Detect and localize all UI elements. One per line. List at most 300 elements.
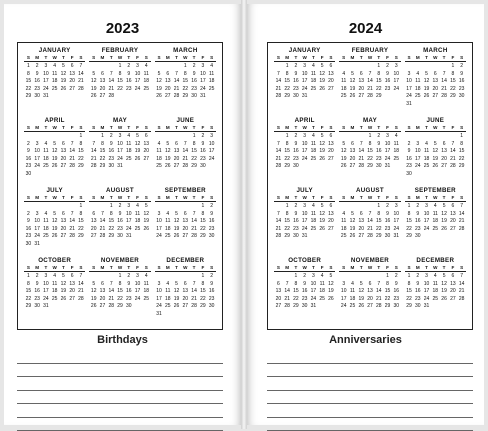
day-number: 31 bbox=[125, 233, 132, 240]
day-grid bbox=[89, 203, 150, 241]
weekday-label: F bbox=[70, 265, 74, 270]
month-november bbox=[87, 257, 152, 325]
empty-day bbox=[348, 203, 357, 211]
day-number: 19 bbox=[358, 295, 364, 302]
empty-day bbox=[155, 133, 164, 141]
empty-day bbox=[366, 273, 375, 281]
day-number: 13 bbox=[328, 140, 334, 147]
day-number: 29 bbox=[406, 303, 412, 310]
day-number: 10 bbox=[393, 70, 400, 77]
day-number: 11 bbox=[310, 140, 317, 147]
day-number: 30 bbox=[25, 170, 32, 177]
day-number: 24 bbox=[134, 295, 141, 302]
day-number: 18 bbox=[51, 78, 58, 85]
day-number: 23 bbox=[293, 225, 299, 232]
empty-day bbox=[413, 133, 422, 141]
weekday-label: S bbox=[407, 125, 411, 130]
day-number: 27 bbox=[367, 303, 373, 310]
month-november bbox=[337, 257, 402, 325]
month-may bbox=[337, 117, 402, 185]
day-number: 17 bbox=[384, 148, 391, 155]
day-number: 1 bbox=[368, 133, 372, 139]
day-number: 24 bbox=[301, 225, 308, 232]
day-number: 23 bbox=[384, 225, 391, 232]
month-september bbox=[403, 187, 468, 255]
day-number: 6 bbox=[329, 63, 333, 69]
day-number: 27 bbox=[173, 163, 180, 170]
day-number: 11 bbox=[52, 70, 58, 77]
day-number: 6 bbox=[451, 273, 455, 279]
day-number: 23 bbox=[375, 155, 382, 162]
day-number: 26 bbox=[441, 295, 447, 302]
day-number: 25 bbox=[319, 295, 325, 302]
weekday-label: W bbox=[302, 125, 307, 130]
weekday-label: T bbox=[62, 265, 65, 270]
weekday-label: S bbox=[407, 195, 411, 200]
day-number: 14 bbox=[78, 70, 84, 77]
day-number: 28 bbox=[108, 93, 114, 100]
day-number: 8 bbox=[386, 280, 389, 287]
ruled-line bbox=[267, 390, 473, 391]
weekday-label: T bbox=[44, 265, 48, 270]
day-number: 16 bbox=[415, 218, 421, 225]
ruled-line bbox=[17, 376, 223, 377]
day-number: 18 bbox=[43, 155, 49, 162]
day-number: 1 bbox=[201, 273, 205, 279]
empty-day bbox=[181, 203, 190, 211]
day-number: 31 bbox=[310, 303, 317, 310]
empty-day bbox=[274, 273, 283, 281]
day-number: 27 bbox=[358, 233, 364, 240]
day-number: 17 bbox=[423, 288, 430, 295]
weekday-label: W bbox=[183, 195, 188, 200]
day-number: 19 bbox=[349, 225, 356, 232]
day-number: 12 bbox=[134, 140, 141, 147]
month-december bbox=[403, 257, 468, 325]
day-number: 25 bbox=[432, 295, 439, 302]
day-number: 1 bbox=[118, 63, 122, 69]
day-number: 29 bbox=[284, 163, 290, 170]
weekday-label: T bbox=[442, 265, 446, 270]
day-number: 21 bbox=[191, 225, 197, 232]
day-number: 26 bbox=[60, 85, 67, 92]
weekday-header bbox=[89, 195, 150, 202]
day-number: 26 bbox=[173, 233, 180, 240]
day-number: 9 bbox=[26, 218, 30, 225]
day-number: 3 bbox=[394, 203, 398, 209]
day-number: 2 bbox=[294, 63, 298, 69]
day-number: 1 bbox=[407, 203, 411, 209]
day-number: 25 bbox=[432, 225, 439, 232]
day-number: 8 bbox=[368, 140, 372, 147]
day-number: 13 bbox=[441, 148, 447, 155]
day-number: 28 bbox=[441, 93, 447, 100]
day-number: 4 bbox=[351, 280, 354, 287]
day-number: 24 bbox=[301, 85, 308, 92]
weekday-label: T bbox=[359, 265, 363, 270]
day-number: 16 bbox=[384, 218, 391, 225]
day-number: 30 bbox=[415, 233, 421, 240]
weekday-label: S bbox=[144, 265, 148, 270]
month-august bbox=[87, 187, 152, 255]
weekday-label: T bbox=[62, 55, 65, 60]
anniversaries-title: Anniversaries bbox=[329, 334, 402, 346]
day-number: 23 bbox=[301, 295, 308, 302]
day-number: 22 bbox=[117, 85, 123, 92]
day-number: 4 bbox=[53, 63, 57, 69]
weekday-label: W bbox=[367, 195, 373, 200]
day-number: 20 bbox=[60, 155, 67, 162]
day-number: 2 bbox=[416, 203, 420, 209]
day-number: 9 bbox=[192, 70, 196, 77]
month-september bbox=[153, 187, 218, 255]
empty-day bbox=[163, 63, 172, 71]
day-number: 30 bbox=[34, 303, 40, 310]
day-number: 8 bbox=[460, 140, 463, 147]
day-number: 17 bbox=[423, 218, 430, 225]
day-number: 19 bbox=[156, 85, 162, 92]
day-number: 10 bbox=[34, 218, 40, 225]
empty-day bbox=[357, 273, 366, 281]
month-april bbox=[22, 117, 87, 185]
weekday-label: S bbox=[79, 125, 83, 130]
day-number: 31 bbox=[384, 163, 391, 170]
day-number: 12 bbox=[51, 148, 58, 155]
day-number: 3 bbox=[394, 63, 398, 69]
day-number: 24 bbox=[43, 85, 49, 92]
day-number: 31 bbox=[200, 93, 206, 100]
day-number: 11 bbox=[209, 70, 215, 77]
day-number: 18 bbox=[165, 295, 171, 302]
day-number: 4 bbox=[312, 63, 315, 69]
day-number: 10 bbox=[43, 70, 49, 77]
empty-day bbox=[339, 133, 348, 141]
empty-day bbox=[89, 203, 98, 211]
month-march bbox=[153, 47, 218, 115]
day-grid bbox=[405, 203, 466, 241]
day-number: 24 bbox=[134, 85, 141, 92]
day-number: 10 bbox=[125, 210, 132, 217]
day-number: 7 bbox=[79, 273, 83, 279]
day-number: 28 bbox=[191, 233, 197, 240]
weekday-label: S bbox=[460, 55, 464, 60]
day-number: 27 bbox=[275, 303, 282, 310]
day-number: 26 bbox=[319, 225, 325, 232]
weekday-label: T bbox=[425, 265, 428, 270]
month-name: JULY bbox=[46, 187, 63, 194]
day-number: 7 bbox=[101, 210, 104, 217]
day-number: 2 bbox=[303, 273, 307, 279]
day-number: 8 bbox=[285, 140, 289, 147]
empty-day bbox=[68, 133, 77, 141]
weekday-header bbox=[155, 265, 216, 272]
day-number: 12 bbox=[319, 70, 325, 77]
day-number: 25 bbox=[415, 93, 421, 100]
day-number: 18 bbox=[143, 288, 150, 295]
weekday-label: T bbox=[442, 125, 446, 130]
day-number: 9 bbox=[118, 210, 122, 217]
ruled-line bbox=[267, 376, 473, 377]
weekday-label: M bbox=[100, 55, 105, 60]
day-number: 16 bbox=[301, 288, 308, 295]
day-grid bbox=[155, 133, 216, 171]
day-number: 3 bbox=[303, 133, 307, 139]
empty-day bbox=[172, 203, 181, 211]
day-number: 9 bbox=[377, 140, 381, 147]
weekday-label: S bbox=[407, 55, 411, 60]
weekday-label: S bbox=[79, 195, 83, 200]
day-number: 26 bbox=[90, 303, 97, 310]
day-number: 4 bbox=[425, 140, 428, 147]
day-number: 14 bbox=[173, 78, 180, 85]
day-number: 11 bbox=[126, 140, 132, 147]
day-number: 2 bbox=[386, 203, 389, 209]
day-number: 18 bbox=[319, 288, 325, 295]
day-number: 9 bbox=[201, 140, 205, 147]
month-february bbox=[337, 47, 402, 115]
day-number: 20 bbox=[69, 288, 75, 295]
day-number: 2 bbox=[26, 140, 30, 147]
day-number: 17 bbox=[117, 148, 123, 155]
day-number: 8 bbox=[407, 280, 411, 287]
day-number: 20 bbox=[441, 155, 447, 162]
day-number: 19 bbox=[319, 218, 325, 225]
day-number: 27 bbox=[328, 155, 334, 162]
day-number: 16 bbox=[458, 78, 465, 85]
day-number: 7 bbox=[359, 140, 363, 147]
day-number: 23 bbox=[293, 155, 299, 162]
day-number: 30 bbox=[458, 93, 465, 100]
day-number: 10 bbox=[310, 280, 317, 287]
day-number: 9 bbox=[460, 70, 463, 77]
day-number: 15 bbox=[78, 148, 84, 155]
weekday-label: W bbox=[433, 195, 438, 200]
weekday-label: F bbox=[386, 125, 389, 130]
day-number: 1 bbox=[377, 63, 381, 69]
day-number: 26 bbox=[134, 155, 141, 162]
day-number: 28 bbox=[108, 303, 114, 310]
day-number: 5 bbox=[62, 273, 65, 279]
month-name: FEBRUARY bbox=[101, 47, 139, 54]
day-number: 9 bbox=[416, 280, 420, 287]
day-number: 6 bbox=[70, 273, 74, 279]
month-name: MAY bbox=[112, 117, 128, 124]
day-number: 25 bbox=[423, 163, 430, 170]
day-number: 29 bbox=[78, 163, 84, 170]
day-number: 1 bbox=[118, 273, 122, 279]
day-number: 27 bbox=[90, 233, 97, 240]
weekday-label: M bbox=[285, 265, 290, 270]
weekday-label: S bbox=[210, 265, 214, 270]
day-number: 15 bbox=[25, 288, 32, 295]
day-grid bbox=[24, 133, 85, 179]
day-number: 23 bbox=[415, 295, 421, 302]
day-number: 10 bbox=[423, 280, 430, 287]
day-number: 22 bbox=[78, 225, 84, 232]
weekday-label: T bbox=[312, 55, 315, 60]
empty-day bbox=[374, 273, 383, 281]
weekday-label: W bbox=[117, 125, 123, 130]
day-number: 5 bbox=[320, 133, 324, 139]
day-number: 5 bbox=[359, 280, 363, 287]
day-number: 4 bbox=[53, 273, 57, 279]
day-number: 5 bbox=[442, 203, 446, 209]
day-grid bbox=[405, 133, 466, 179]
day-number: 29 bbox=[384, 303, 391, 310]
day-number: 25 bbox=[51, 85, 58, 92]
weekday-label: M bbox=[285, 125, 290, 130]
day-number: 26 bbox=[349, 93, 356, 100]
day-number: 7 bbox=[377, 280, 381, 287]
day-number: 27 bbox=[450, 225, 456, 232]
weekday-label: W bbox=[117, 55, 123, 60]
day-number: 19 bbox=[165, 155, 171, 162]
day-number: 9 bbox=[127, 70, 131, 77]
day-number: 26 bbox=[328, 295, 334, 302]
day-number: 26 bbox=[349, 233, 356, 240]
day-number: 15 bbox=[458, 148, 465, 155]
day-grid bbox=[24, 63, 85, 101]
day-number: 6 bbox=[166, 70, 170, 77]
day-number: 17 bbox=[301, 218, 308, 225]
day-number: 21 bbox=[375, 295, 382, 302]
day-number: 12 bbox=[441, 280, 447, 287]
day-number: 13 bbox=[182, 288, 189, 295]
weekday-label: M bbox=[35, 125, 40, 130]
empty-day bbox=[172, 273, 181, 281]
day-number: 6 bbox=[101, 70, 104, 77]
weekday-label: S bbox=[342, 265, 346, 270]
day-number: 7 bbox=[70, 210, 74, 217]
day-number: 22 bbox=[117, 295, 123, 302]
weekday-label: F bbox=[136, 55, 139, 60]
weekday-label: M bbox=[415, 55, 420, 60]
day-number: 16 bbox=[125, 78, 132, 85]
month-name: JULY bbox=[296, 187, 313, 194]
weekday-header bbox=[155, 55, 216, 62]
day-number: 2 bbox=[386, 63, 389, 69]
day-number: 29 bbox=[284, 233, 290, 240]
day-number: 2 bbox=[127, 63, 131, 69]
day-number: 14 bbox=[69, 148, 75, 155]
day-number: 13 bbox=[182, 218, 189, 225]
ruled-lines bbox=[17, 350, 223, 431]
day-number: 23 bbox=[458, 85, 465, 92]
weekday-label: F bbox=[386, 265, 389, 270]
day-number: 23 bbox=[34, 295, 40, 302]
day-number: 5 bbox=[53, 210, 57, 217]
day-number: 19 bbox=[60, 288, 67, 295]
empty-day bbox=[190, 273, 199, 281]
day-number: 19 bbox=[319, 78, 325, 85]
day-number: 18 bbox=[51, 288, 58, 295]
weekday-label: T bbox=[294, 125, 298, 130]
empty-day bbox=[98, 203, 107, 211]
day-number: 4 bbox=[144, 273, 148, 279]
day-grid bbox=[339, 273, 400, 311]
day-number: 14 bbox=[275, 148, 282, 155]
weekday-label: F bbox=[201, 195, 205, 200]
day-number: 28 bbox=[69, 233, 75, 240]
day-number: 24 bbox=[117, 155, 123, 162]
weekday-label: W bbox=[117, 195, 123, 200]
day-number: 7 bbox=[192, 210, 196, 217]
right-page bbox=[247, 4, 484, 425]
weekday-label: S bbox=[460, 195, 464, 200]
day-number: 13 bbox=[69, 280, 75, 287]
day-number: 24 bbox=[340, 303, 347, 310]
weekday-label: S bbox=[407, 265, 411, 270]
day-grid bbox=[274, 203, 335, 241]
day-number: 29 bbox=[450, 93, 456, 100]
day-number: 26 bbox=[432, 163, 439, 170]
day-number: 8 bbox=[109, 210, 113, 217]
day-number: 2 bbox=[26, 210, 30, 217]
day-number: 7 bbox=[192, 280, 196, 287]
ruled-line bbox=[17, 390, 223, 391]
day-number: 3 bbox=[386, 133, 389, 139]
day-number: 1 bbox=[26, 273, 30, 279]
day-number: 17 bbox=[125, 218, 132, 225]
day-number: 8 bbox=[285, 70, 289, 77]
month-name: NOVEMBER bbox=[350, 257, 390, 264]
day-number: 25 bbox=[340, 233, 347, 240]
day-number: 10 bbox=[34, 148, 40, 155]
day-number: 7 bbox=[276, 210, 280, 217]
day-number: 16 bbox=[293, 78, 299, 85]
day-number: 1 bbox=[192, 133, 196, 139]
day-number: 12 bbox=[51, 218, 58, 225]
day-number: 19 bbox=[349, 85, 356, 92]
weekday-label: S bbox=[276, 125, 280, 130]
day-number: 20 bbox=[358, 85, 364, 92]
day-number: 27 bbox=[69, 295, 75, 302]
day-number: 21 bbox=[284, 295, 290, 302]
day-number: 19 bbox=[143, 218, 150, 225]
day-number: 20 bbox=[367, 295, 373, 302]
day-number: 30 bbox=[406, 170, 412, 177]
ruled-line bbox=[17, 363, 223, 364]
day-number: 4 bbox=[433, 203, 437, 209]
day-number: 4 bbox=[320, 273, 324, 279]
weekday-header bbox=[24, 125, 85, 132]
weekday-label: W bbox=[367, 125, 373, 130]
weekday-label: S bbox=[329, 55, 333, 60]
day-number: 27 bbox=[441, 163, 447, 170]
day-number: 25 bbox=[310, 85, 317, 92]
day-number: 19 bbox=[51, 155, 58, 162]
day-number: 22 bbox=[200, 225, 206, 232]
day-number: 3 bbox=[303, 203, 307, 209]
day-number: 15 bbox=[384, 288, 391, 295]
day-number: 1 bbox=[386, 273, 389, 279]
day-number: 11 bbox=[165, 218, 171, 225]
day-grid bbox=[274, 63, 335, 101]
day-number: 14 bbox=[69, 218, 75, 225]
day-number: 30 bbox=[384, 233, 391, 240]
weekday-label: S bbox=[342, 55, 346, 60]
weekday-label: S bbox=[26, 265, 30, 270]
empty-day bbox=[163, 203, 172, 211]
day-number: 15 bbox=[108, 218, 114, 225]
weekday-label: M bbox=[100, 265, 105, 270]
day-number: 26 bbox=[173, 303, 180, 310]
day-number: 26 bbox=[165, 163, 171, 170]
day-number: 26 bbox=[423, 93, 430, 100]
day-number: 22 bbox=[284, 225, 290, 232]
weekday-label: T bbox=[127, 125, 131, 130]
day-number: 12 bbox=[319, 210, 325, 217]
